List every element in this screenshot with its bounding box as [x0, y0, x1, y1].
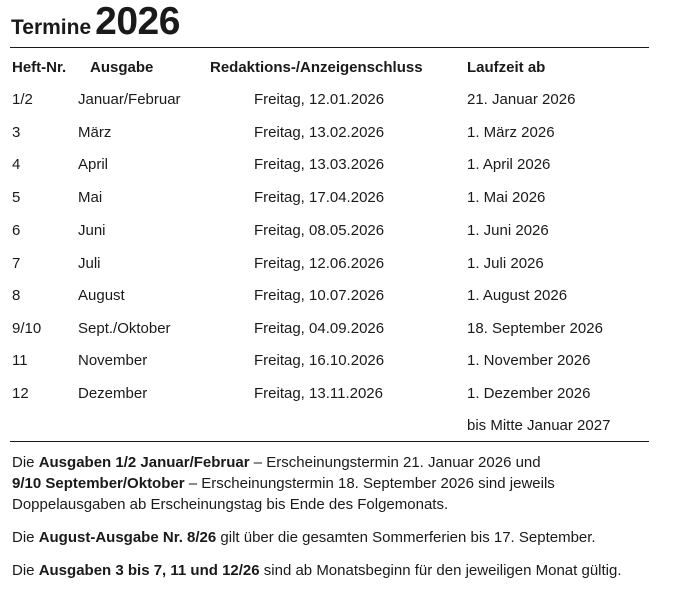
cell-laufzeit: 1. Juli 2026: [467, 255, 544, 272]
cell-ausgabe: März: [78, 124, 112, 141]
note-text: gilt über die gesamten Sommerferien bis 17. September.: [216, 529, 596, 546]
cell-laufzeit-extra: bis Mitte Januar 2027: [467, 417, 611, 434]
cell-schluss: Freitag, 13.03.2026: [254, 156, 385, 173]
cell-heft: 1/2: [12, 91, 33, 108]
title-word: Termine: [11, 16, 92, 39]
cell-schluss: Freitag, 13.02.2026: [254, 124, 385, 141]
cell-ausgabe: Juni: [78, 222, 106, 239]
header-redaktion: Redaktions-/Anzeigenschluss: [210, 59, 423, 76]
cell-ausgabe: Mai: [78, 189, 103, 206]
cell-heft: 9/10: [12, 320, 42, 337]
cell-laufzeit: 1. Mai 2026: [467, 189, 546, 206]
cell-ausgabe: November: [78, 352, 148, 369]
cell-laufzeit: 1. Dezember 2026: [467, 385, 591, 402]
note-emphasis: August-Ausgabe Nr. 8/26: [38, 529, 217, 546]
note-text: sind ab Monatsbeginn für den jeweiligen Monat gültig.: [259, 562, 622, 579]
cell-schluss: Freitag, 10.07.2026: [254, 287, 385, 304]
cell-laufzeit: 18. September 2026: [467, 320, 603, 337]
cell-ausgabe: Sept./Oktober: [78, 320, 171, 337]
cell-ausgabe: August: [78, 287, 125, 304]
cell-schluss: Freitag, 12.01.2026: [254, 91, 385, 108]
note-monatsausgaben: [12, 560, 684, 581]
cell-laufzeit: 1. April 2026: [467, 156, 551, 173]
cell-heft: 5: [12, 189, 21, 206]
top-divider: [10, 47, 649, 48]
cell-ausgabe: Juli: [78, 255, 101, 272]
bottom-divider: [10, 441, 649, 442]
cell-heft: 6: [12, 222, 21, 239]
cell-schluss: Freitag, 16.10.2026: [254, 352, 385, 369]
note-text: Doppelausgaben ab Erscheinungstag bis Ende des Folgemonats.: [12, 496, 449, 513]
note-doppelausgaben: [12, 452, 684, 515]
cell-heft: 7: [12, 255, 21, 272]
cell-heft: 3: [12, 124, 21, 141]
note-august: [12, 527, 684, 548]
title-year: 2026: [95, 0, 180, 43]
note-line: [12, 473, 684, 494]
cell-heft: 8: [12, 287, 21, 304]
note-text: Die: [12, 562, 39, 579]
cell-laufzeit: 1. November 2026: [467, 352, 591, 369]
cell-heft: 4: [12, 156, 21, 173]
cell-schluss: Freitag, 08.05.2026: [254, 222, 385, 239]
note-line: [12, 494, 684, 515]
page-title: [11, 2, 180, 41]
note-text: Die: [12, 454, 39, 471]
cell-schluss: Freitag, 13.11.2026: [254, 385, 383, 402]
cell-schluss: Freitag, 12.06.2026: [254, 255, 385, 272]
cell-laufzeit: 1. August 2026: [467, 287, 568, 304]
cell-schluss: Freitag, 04.09.2026: [254, 320, 385, 337]
cell-laufzeit: 1. Juni 2026: [467, 222, 549, 239]
note-emphasis: Ausgaben 1/2 Januar/Februar: [38, 454, 250, 471]
cell-ausgabe: April: [78, 156, 109, 173]
header-laufzeit: Laufzeit ab: [467, 59, 546, 76]
note-emphasis: Ausgaben 3 bis 7, 11 und 12/26: [38, 562, 260, 579]
note-text: Die: [12, 529, 39, 546]
cell-heft: 11: [12, 352, 28, 369]
note-emphasis: 9/10 September/Oktober: [12, 475, 185, 492]
header-ausgabe: Ausgabe: [90, 59, 154, 76]
cell-ausgabe: Januar/Februar: [78, 91, 181, 108]
cell-ausgabe: Dezember: [78, 385, 148, 402]
cell-heft: 12: [12, 385, 29, 402]
header-heft: Heft-Nr.: [12, 59, 67, 76]
note-text: – Erscheinungstermin 21. Januar 2026 und: [249, 454, 541, 471]
note-text: – Erscheinungstermin 18. September 2026 sind jeweils: [184, 475, 555, 492]
cell-schluss: Freitag, 17.04.2026: [254, 189, 385, 206]
cell-laufzeit: 1. März 2026: [467, 124, 555, 141]
note-line: [12, 452, 684, 473]
cell-laufzeit: 21. Januar 2026: [467, 91, 576, 108]
